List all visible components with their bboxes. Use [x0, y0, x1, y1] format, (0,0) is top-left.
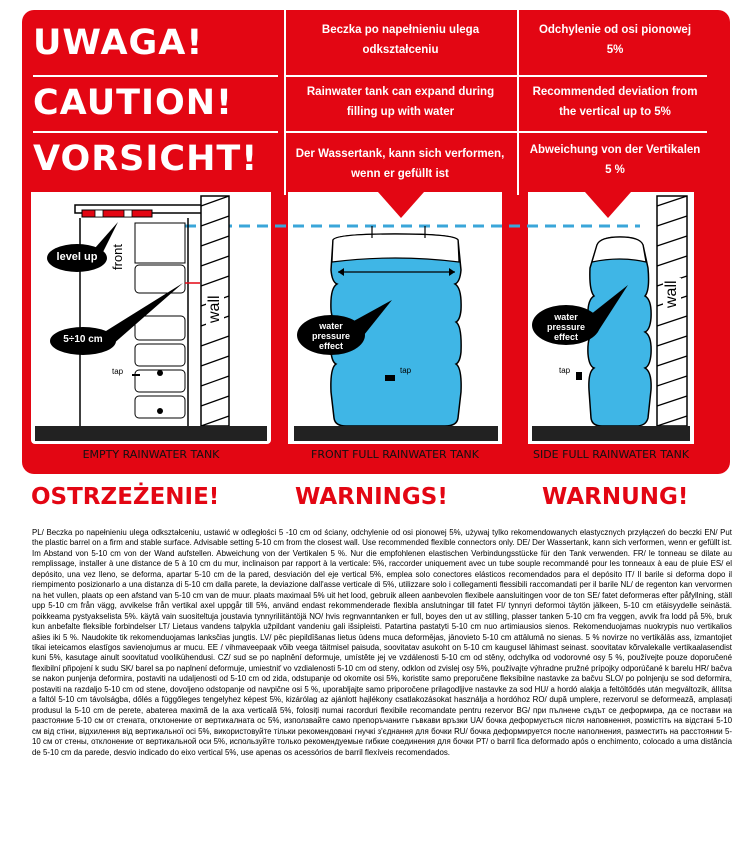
col2-pl: Beczka po napełnieniu ulega odkształceniu — [298, 20, 503, 60]
spirit-level-icon — [82, 210, 152, 217]
water-pressure-label: water pressure effect — [546, 312, 586, 342]
multilingual-warning-text: PL/ Beczka po napełnieniu ulega odkształceniu, ustawić w odległości 5 -10 cm od ściany, odchylenie od osi pionowej 5%, używaj tylko rekomendowanych elastycznych przyłączeń do beczki EN/ Put the plastic barrel on a firm and stable surface. Advisable setting 5-10 cm from the closest wall. Use recommended flexible connectors only. DE/ Der Wassertank, kann sich verformen, wenn er gefüllt ist. Im Abstand von 5-10 cm von der Wand aufstellen. Abweichung von der Vertikalen 5 %. Nur die empfohlenen elastischen Verbindungsstücke für den Tank verwenden. FR/ le tonneau se dilate au remplissage, installer à une distance de 5 à 10 cm du mur, inclinaison par rapport à la verticale: 5%, raccorder uniquement avec un tube souple recommandé pour les tonneaux à eau de pluie ES/ el depósito, una vez lleno, se deforma, apartar 5-10 cm de la pared, desviación del eje vertical 5%, emplea solo conectores elásticos recomendados para el depósito IT/ Il barile si deforma dopo il riempimento posizionarlo a una distanza di 5-10 cm dalla parete, la deviazione dall'asse verticale di 5%, utilizzare solo i collegamenti flessibili raccomandati per il barile NL/ de regenton kan vervormen na het vullen, plaats op een afstand van 5-10 cm van de muur. plaats maximaal 5% uit het lood, gebruik alleen aanbevolen flexibele aansluitingen voor de ton SE/ fatet deformeras efter påfyllning, ställ upp 5-10 cm från vägg, avvikelse från vertikal axel uppgår till 5%, använd endast rekommenderade flexibla anslutningar till fatet FI/ tynnyri deformoi täytön jälkeen, 5-10 cm etäisyydelle seinästä. poikkeama pystyakselista 5%. käytä vain suositeltuja joustavia tynnyriliitäntöjä NO/ hvis regnvanntanken er full, boyes den ut av stilling, plasser tanken 5-10 cm fra veggen, avvik fra lodd på 5%, bruk kun anbefalte fleksible forbindelser LT/ Lietaus vandens talpykla užpildant vandeniu gali išsipleisti. Patartina pastatyti 5-10 cm nuo artimiausios sienos. Rekomenduojamas nuokrypis nuo vertikalios ašies iki 5 %. Naudokite tik rekomenduojamas lanksčias jungtis. LV/ pēc piepildīšanas lietus ūdens muca deformējas, jānovieto 5-10 cm attālumā no sienas. 5 % novirze no vertikālās ass, izmantojiet tikai ieteicamos elastīgos savienojumus ar mucu. EE / vihmaveepaak võib veega täitmisel paisuda, soovitatav asukoht on 5-10 cm kaugusel lähimast seinast. soovitatav kõrvalekalle vertikaalasendist kuni 5%, kasutage ainult soovitatud voolikühendusi. CZ/ sud se po naplnění deformuje, umístěte jej ve vzdálenosti 5-10 cm od stěny, odchylka od vodorovné osy 5 %, používejte pouze doporučené flexibilní připojení k sudu SK/ barel sa po naplnení deformuje, umiestniť vo vzdialenosti 5-10 cm od steny, odklon od zvislej osy 5%, používajte výhradne pružné prípojky odporúčané k barelu HR/ bačva se nakon punjenja deformira, postaviti na udaljenosti od 5-10 cm od zida, odstupanje od okomite osi 5%, koristite samo preporučene fleksibilne nastavke za bačvu SLO/ po polnjenju se sod deformira, postaviti na razdaljo 5-10 cm od stene, dovoljeno odstopanje od navpične osi 5 %, uporabljajte samo priporočene prilagodljive nastavke za sod HU/ a hordó alakja a feltöltődés után megváltozik, állítsa a faltól 5-10 cm távolságba, dőlés a függőleges tengelyhez képest 5%, kizárólag az ajánlott hajlékony csatlakozásokat használja a hordóhoz RO/ după umplere, rezervorul se deformează, amplasați produsul la 5-10 cm de perete, abaterea maximă de la axa verticală 5%, folosiți numai racorduri flexibile recomandate pentru rezervor BG/ при пълнене съдът се деформира, да се постави на разстояние 5-10 см от стената, отклонение от вертикалната ос 5%, използвайте само препоръчаните гъвкави връзки UA/ бочка деформується після наповнення, розмістіть на відстані 5-10 см від стіни, відхилення від вертикальної осі 5%, використовуйте тільки рекомендовані гнучкі з'єднання для бочки RU/ бочка деформируется после наполнения, разместить на расстоянии 5-10 см от стены, отклонение от вертикальной оси 5%, используйте только рекомендуемые гибкие соединения для бочки PT/ o barril fica deformado após o enchimento, colocado a uma distância de 5-10 cm da parede, desvio indicado do eixo vertical 5%, use apenas os acessórios de barril flexíveis recomendados. — [32, 528, 732, 757]
wall-label: wall — [663, 280, 680, 308]
heading-caution: CAUTION! — [33, 78, 278, 128]
wall-label: wall — [206, 295, 223, 323]
tap-label: tap — [400, 366, 412, 375]
col2-en: Rainwater tank can expand during filling up with water — [298, 82, 503, 122]
arrow-down-icon — [585, 192, 631, 218]
warning-en: WARNINGS! — [295, 484, 448, 510]
col3-de: Abweichung von der Vertikalen 5 % — [528, 140, 702, 180]
caption-front: FRONT FULL RAINWATER TANK — [311, 448, 479, 461]
water-pressure-label: water pressure effect — [311, 321, 351, 351]
arrow-down-icon — [378, 192, 424, 218]
caption-side: SIDE FULL RAINWATER TANK — [532, 448, 690, 461]
col3-pl: Odchylenie od osi pionowej 5% — [535, 20, 695, 60]
warning-de: WARNUNG! — [542, 484, 689, 510]
warning-pl: OSTRZEŻENIE! — [31, 484, 220, 510]
caption-empty: EMPTY RAINWATER TANK — [82, 448, 220, 461]
distance-label: 5÷10 cm — [63, 334, 103, 345]
callout-pointer-icon — [106, 283, 183, 345]
empty-tank-diagram — [35, 196, 267, 441]
col2-de: Der Wassertank, kann sich verformen, wenn er gefüllt ist — [285, 144, 515, 184]
heading-uwaga: UWAGA! — [33, 18, 278, 68]
tap-label: tap — [112, 367, 124, 376]
col3-en: Recommended deviation from the vertical up to 5% — [528, 82, 702, 122]
front-label: front — [110, 243, 125, 270]
tap-label: tap — [559, 366, 571, 375]
heading-vorsicht: VORSICHT! — [33, 134, 278, 184]
level-up-label: level up — [56, 251, 98, 263]
